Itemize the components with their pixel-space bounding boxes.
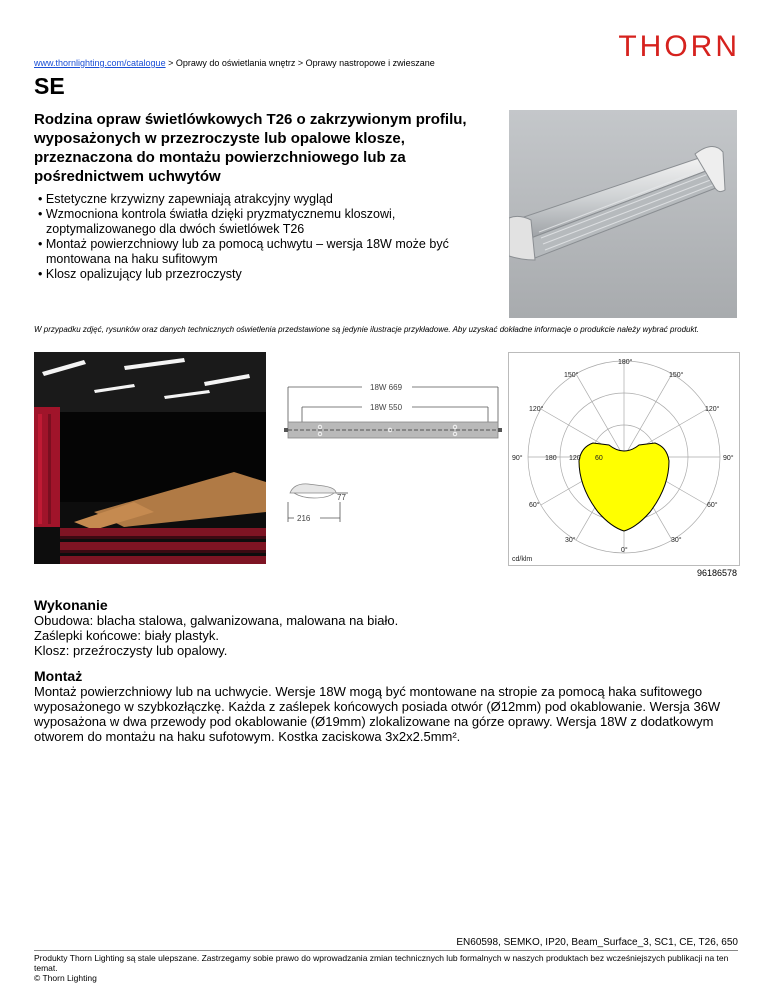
polar-scale-60: 60 [595, 455, 603, 462]
section-line: Obudowa: blacha stalowa, galwanizowana, malowana na biało. [34, 613, 399, 628]
polar-label-30-left: 30° [565, 537, 576, 544]
section-title: Montaż [34, 668, 83, 684]
polar-label-150-right: 150° [669, 372, 684, 379]
footer-notice: Produkty Thorn Lighting są stale ulepszane. Zastrzegamy sobie prawo do wprowadzania zmian technicznych lub formalnych w naszych produktach bez wcześniejszych publikacji na ten temat. [34, 953, 729, 973]
polar-label-120-right: 120° [705, 406, 720, 413]
section-line: Klosz: przeźroczysty lub opalowy. [34, 643, 228, 658]
section-title: Wykonanie [34, 597, 108, 613]
footer-copyright: © Thorn Lighting [34, 973, 97, 983]
polar-label-60-left: 60° [529, 502, 540, 509]
feature-list [34, 192, 494, 282]
polar-label-180: 180° [618, 359, 633, 366]
dimension-drawing [280, 352, 500, 564]
light-distribution-curve [579, 443, 669, 531]
footer-divider [34, 950, 738, 951]
auditorium-photo [34, 352, 266, 564]
section-line: Zaślepki końcowe: biały plastyk. [34, 628, 219, 643]
polar-label-60-right: 60° [707, 502, 718, 509]
polar-label-150-left: 150° [564, 372, 579, 379]
polar-label-90-right: 90° [723, 455, 734, 462]
product-headline: Rodzina opraw świetlówkowych T26 o zakrzywionym profilu, wyposażonych w przezroczyste lub opalowe klosze, przeznaczona do montażu powierzchniowego lub za pośrednictwem uchwytów [34, 111, 467, 185]
certifications: EN60598, SEMKO, IP20, Beam_Surface_3, SC1, CE, T26, 650 [456, 937, 738, 948]
feature-item: • Klosz opalizujący lub przezroczysty [34, 267, 494, 282]
polar-label-90-left: 90° [512, 455, 523, 462]
section-montaz [34, 668, 724, 744]
dim-550-label: 18W 550 [370, 403, 403, 412]
polar-label-120-left: 120° [529, 406, 544, 413]
feature-item: • Wzmocniona kontrola światła dzięki pryzmatycznemu kloszowi, zoptymalizowanego dla dwóch świetlówek T26 [34, 207, 494, 237]
thorn-logo: THORN [618, 30, 740, 63]
dim-216-label: 216 [297, 514, 311, 523]
polar-label-0: 0° [621, 547, 628, 554]
feature-item: • Montaż powierzchniowy lub za pomocą uchwytu – wersja 18W może być montowana na haku sufitowym [34, 237, 494, 267]
product-code: 96186578 [696, 568, 737, 578]
product-title: SE [34, 73, 65, 99]
luminaire-photo [509, 110, 737, 318]
polar-scale-120: 120 [569, 455, 581, 462]
dim-77-label: 77 [337, 493, 346, 502]
polar-scale-180: 180 [545, 455, 557, 462]
polar-label-30-right: 30° [671, 537, 682, 544]
disclaimer-text: W przypadku zdjęć, rysunków oraz danych technicznych oświetlenia przedstawione są jedynie ilustracje przykładowe. Aby uzyskać dokładne informacje o produkcie należy wybrać produkt. [34, 325, 699, 334]
breadcrumb-path: > Oprawy do oświetlania wnętrz > Oprawy nastropowe i zwieszane [165, 58, 435, 68]
catalogue-link[interactable]: www.thornlighting.com/catalogue [34, 58, 166, 68]
section-wykonanie [34, 597, 738, 658]
polar-unit: cd/klm [512, 556, 533, 563]
section-line: Montaż powierzchniowy lub na uchwycie. Wersje 18W mogą być montowane na stropie za pomocą haka sufitowego wyposażonego w szybkozłączkę. Każda z zaślepek końcowych posiada otwór (Ø12mm) pod okablowanie. Wersja 36W wyposażona w dwa przewody pod okablowanie (Ø19mm) zlokalizowane na górze oprawy. Wersja 18W z dodatkowym otworem do montażu na haku sufotowym. Kostka zaciskowa 3x2x2.5mm². [34, 684, 721, 744]
breadcrumb [34, 58, 435, 68]
footer [34, 953, 738, 983]
feature-item: • Estetyczne krzywizny zapewniają atrakcyjny wygląd [34, 192, 494, 207]
dim-669-label: 18W 669 [370, 383, 403, 392]
polar-diagram [508, 352, 740, 566]
